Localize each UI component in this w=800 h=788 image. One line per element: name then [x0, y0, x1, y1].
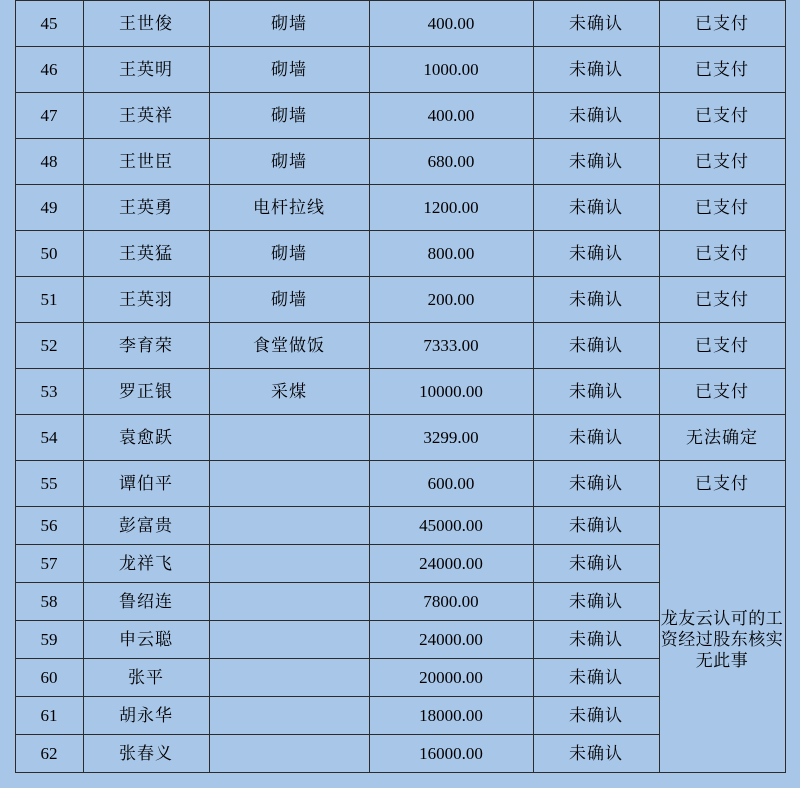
cell-confirm: 未确认 — [533, 231, 659, 277]
cell-work — [209, 659, 369, 697]
cell-name: 龙祥飞 — [83, 545, 209, 583]
cell-name: 王英猛 — [83, 231, 209, 277]
cell-no: 45 — [15, 1, 83, 47]
cell-no: 59 — [15, 621, 83, 659]
cell-name: 袁愈跃 — [83, 415, 209, 461]
cell-no: 60 — [15, 659, 83, 697]
cell-no: 58 — [15, 583, 83, 621]
cell-name: 鲁绍连 — [83, 583, 209, 621]
cell-amount: 400.00 — [369, 1, 533, 47]
cell-confirm: 未确认 — [533, 621, 659, 659]
cell-amount: 7800.00 — [369, 583, 533, 621]
cell-confirm: 未确认 — [533, 461, 659, 507]
cell-amount: 18000.00 — [369, 697, 533, 735]
cell-no: 47 — [15, 93, 83, 139]
cell-confirm: 未确认 — [533, 369, 659, 415]
cell-work: 电杆拉线 — [209, 185, 369, 231]
cell-amount: 400.00 — [369, 93, 533, 139]
cell-status: 已支付 — [659, 47, 785, 93]
cell-status: 已支付 — [659, 93, 785, 139]
cell-confirm: 未确认 — [533, 323, 659, 369]
cell-no: 56 — [15, 507, 83, 545]
cell-work: 砌墙 — [209, 47, 369, 93]
cell-name: 王世臣 — [83, 139, 209, 185]
cell-name: 申云聪 — [83, 621, 209, 659]
cell-amount: 200.00 — [369, 277, 533, 323]
cell-status: 已支付 — [659, 231, 785, 277]
cell-work: 砌墙 — [209, 139, 369, 185]
cell-amount: 7333.00 — [369, 323, 533, 369]
cell-confirm: 未确认 — [533, 659, 659, 697]
cell-confirm: 未确认 — [533, 139, 659, 185]
cell-confirm: 未确认 — [533, 277, 659, 323]
cell-amount: 16000.00 — [369, 735, 533, 773]
cell-amount: 680.00 — [369, 139, 533, 185]
cell-status: 已支付 — [659, 323, 785, 369]
cell-status: 无法确定 — [659, 415, 785, 461]
cell-work — [209, 621, 369, 659]
table-row — [15, 323, 785, 369]
cell-no: 49 — [15, 185, 83, 231]
table-row — [15, 415, 785, 461]
cell-merged-note: 龙友云认可的工资经过股东核实无此事 — [659, 507, 785, 773]
cell-work — [209, 735, 369, 773]
cell-confirm: 未确认 — [533, 735, 659, 773]
table-row — [15, 93, 785, 139]
cell-name: 张春义 — [83, 735, 209, 773]
table-body — [15, 1, 785, 773]
cell-confirm: 未确认 — [533, 507, 659, 545]
cell-confirm: 未确认 — [533, 697, 659, 735]
cell-confirm: 未确认 — [533, 93, 659, 139]
cell-confirm: 未确认 — [533, 583, 659, 621]
cell-work — [209, 583, 369, 621]
cell-no: 57 — [15, 545, 83, 583]
cell-amount: 10000.00 — [369, 369, 533, 415]
cell-no: 46 — [15, 47, 83, 93]
cell-no: 53 — [15, 369, 83, 415]
table-row — [15, 507, 785, 545]
cell-work — [209, 415, 369, 461]
table-row — [15, 461, 785, 507]
cell-work: 砌墙 — [209, 277, 369, 323]
cell-amount: 1000.00 — [369, 47, 533, 93]
cell-no: 50 — [15, 231, 83, 277]
cell-name: 李育荣 — [83, 323, 209, 369]
cell-amount: 24000.00 — [369, 621, 533, 659]
table-row — [15, 277, 785, 323]
cell-no: 54 — [15, 415, 83, 461]
cell-work: 砌墙 — [209, 231, 369, 277]
cell-amount: 20000.00 — [369, 659, 533, 697]
cell-confirm: 未确认 — [533, 47, 659, 93]
cell-status: 已支付 — [659, 185, 785, 231]
cell-confirm: 未确认 — [533, 545, 659, 583]
cell-name: 王英羽 — [83, 277, 209, 323]
cell-no: 48 — [15, 139, 83, 185]
table-row — [15, 185, 785, 231]
cell-confirm: 未确认 — [533, 1, 659, 47]
table-row — [15, 1, 785, 47]
cell-name: 罗正银 — [83, 369, 209, 415]
table-row — [15, 231, 785, 277]
cell-name: 彭富贵 — [83, 507, 209, 545]
cell-status: 已支付 — [659, 461, 785, 507]
cell-work: 砌墙 — [209, 93, 369, 139]
cell-name: 胡永华 — [83, 697, 209, 735]
cell-no: 51 — [15, 277, 83, 323]
cell-status: 已支付 — [659, 369, 785, 415]
table-row — [15, 47, 785, 93]
cell-status: 已支付 — [659, 139, 785, 185]
cell-no: 55 — [15, 461, 83, 507]
cell-amount: 3299.00 — [369, 415, 533, 461]
cell-amount: 1200.00 — [369, 185, 533, 231]
cell-work — [209, 545, 369, 583]
cell-confirm: 未确认 — [533, 415, 659, 461]
cell-status: 已支付 — [659, 1, 785, 47]
cell-name: 张平 — [83, 659, 209, 697]
cell-work: 食堂做饭 — [209, 323, 369, 369]
cell-status: 已支付 — [659, 277, 785, 323]
cell-work — [209, 507, 369, 545]
table-row — [15, 139, 785, 185]
cell-work — [209, 461, 369, 507]
cell-name: 王英勇 — [83, 185, 209, 231]
payment-table — [15, 0, 786, 773]
cell-work: 采煤 — [209, 369, 369, 415]
cell-confirm: 未确认 — [533, 185, 659, 231]
cell-amount: 45000.00 — [369, 507, 533, 545]
cell-name: 王英祥 — [83, 93, 209, 139]
cell-no: 61 — [15, 697, 83, 735]
cell-work: 砌墙 — [209, 1, 369, 47]
cell-amount: 24000.00 — [369, 545, 533, 583]
cell-name: 王世俊 — [83, 1, 209, 47]
cell-work — [209, 697, 369, 735]
cell-amount: 600.00 — [369, 461, 533, 507]
cell-name: 谭伯平 — [83, 461, 209, 507]
cell-no: 52 — [15, 323, 83, 369]
cell-no: 62 — [15, 735, 83, 773]
cell-name: 王英明 — [83, 47, 209, 93]
table-row — [15, 369, 785, 415]
cell-amount: 800.00 — [369, 231, 533, 277]
